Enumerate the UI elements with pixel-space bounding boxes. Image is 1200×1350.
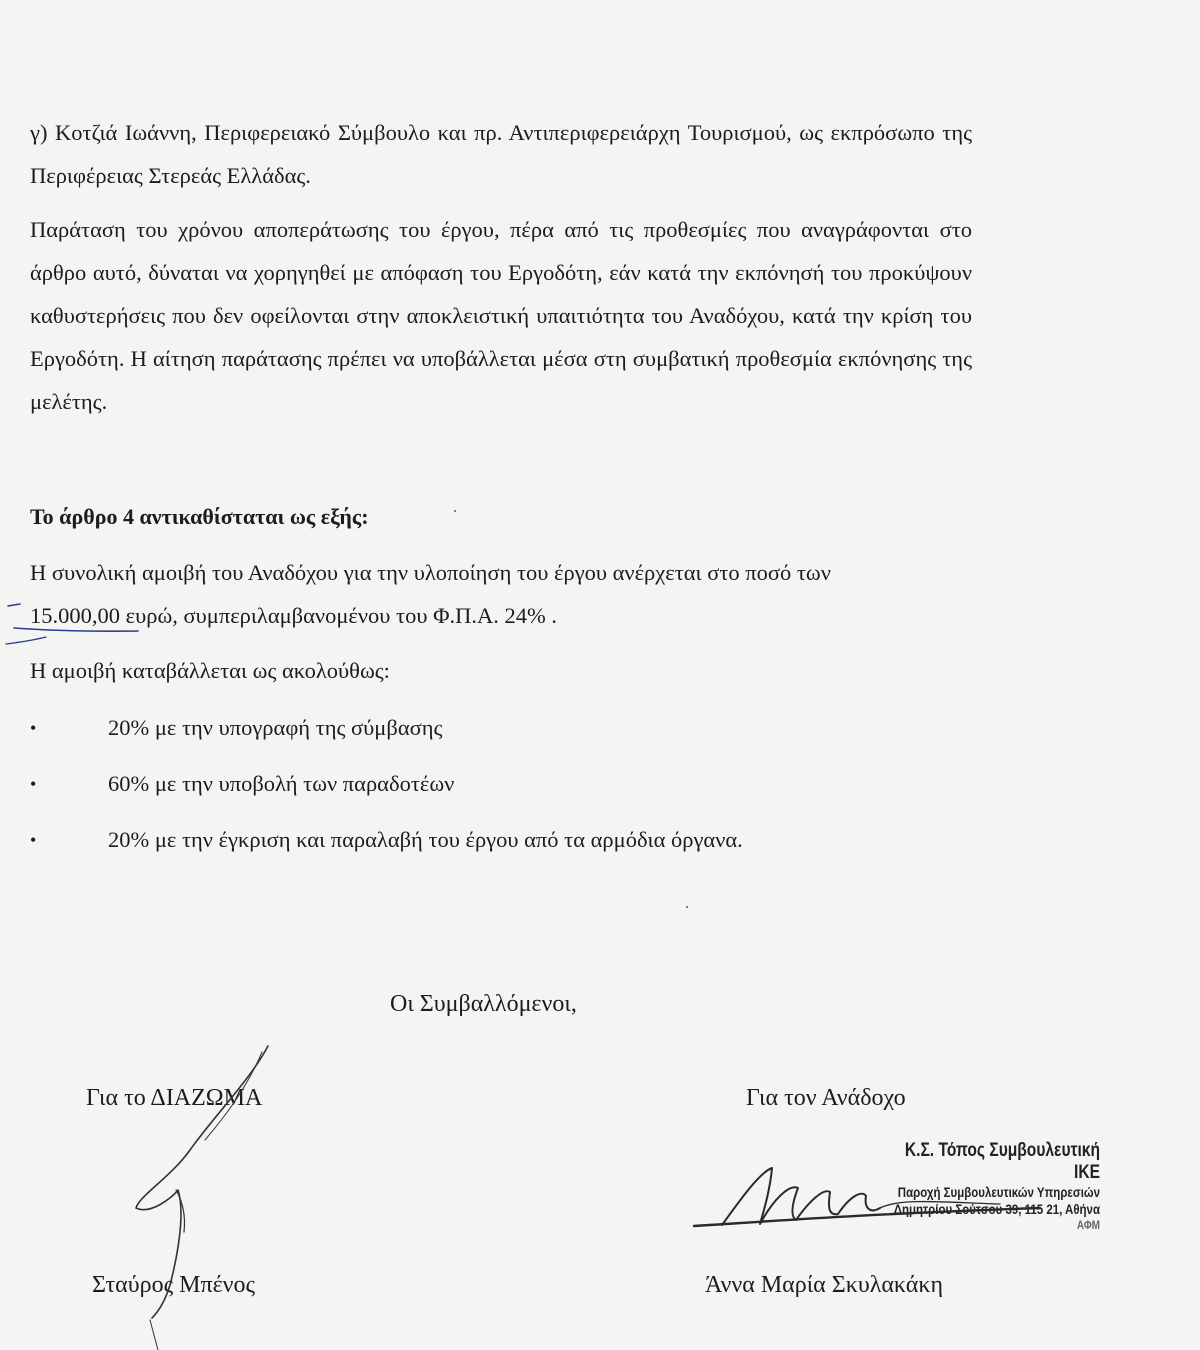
scan-speck — [454, 510, 456, 512]
right-signatory-role: Για τον Ανάδοχο — [746, 1085, 906, 1111]
fee-amount-rest: ευρώ, συμπεριλαμβανομένου του Φ.Π.Α. 24% . — [120, 603, 558, 628]
stamp-address: Δημητρίου Σούτσου 39, 115 21, Αθήνα — [893, 1201, 1100, 1217]
fee-amount-line — [30, 594, 557, 637]
right-signatory-name: Άννα Μαρία Σκυλακάκη — [705, 1272, 944, 1298]
article-4-heading: Το άρθρο 4 αντικαθίσταται ως εξής: — [30, 504, 369, 529]
bullet-icon: • — [30, 830, 37, 850]
paragraph-fee: Η συνολική αμοιβή του Αναδόχου για την υλοποίηση του έργου ανέρχεται στο ποσό των — [30, 560, 831, 585]
scan-speck — [686, 906, 688, 908]
stamp-tax-id: ΑΦΜ — [1076, 1218, 1100, 1232]
pen-underline-mark — [8, 604, 20, 606]
paragraph-representative: γ) Κοτζιά Ιωάννη, Περιφερειακό Σύμβουλο και πρ. Αντιπεριφερειάρχη Τουρισμού, ως εκπρόσωπο της Περιφέρειας Στερεάς Ελλάδας. — [30, 120, 972, 188]
contracting-parties-label: Οι Συμβαλλόμενοι, — [390, 991, 577, 1017]
left-signatory-name: Σταύρος Μπένος — [92, 1272, 256, 1298]
paragraph-extension: Παράταση του χρόνου αποπεράτωσης του έργου, πέρα από τις προθεσμίες που αναγράφονται στο άρθρο αυτό, δύναται να χορηγηθεί με απόφαση του Εργοδότη, εάν κατά την εκπόνησή του προκύψουν καθυστερήσεις που δεν οφείλονται στην αποκλειστική υπαιτιότητα του Αναδόχου, κατά την κρίση του Εργοδότη. Η αίτηση παράτασης πρέπει να υποβάλλεται μέσα στη συμβατική προθεσμία εκπόνησης της μελέτης. — [30, 217, 972, 414]
pen-underline-mark — [6, 637, 46, 644]
payment-item-text: 20% με την έγκριση και παραλαβή του έργου από τα αρμόδια όργανα. — [108, 827, 743, 852]
left-signatory-role: Για το ΔΙΑΖΩΜΑ — [86, 1085, 263, 1111]
fee-amount: 15.000,00 — [30, 603, 120, 628]
payment-intro: Η αμοιβή καταβάλλεται ως ακολούθως: — [30, 658, 390, 683]
bullet-icon: • — [30, 774, 37, 794]
bullet-icon: • — [30, 718, 37, 738]
payment-item-text: 20% με την υπογραφή της σύμβασης — [108, 715, 443, 740]
stamp-company-name: Κ.Σ. Τόπος Συμβουλευτική ΙΚΕ — [904, 1140, 1100, 1183]
company-stamp — [885, 1140, 1100, 1233]
stamp-services: Παροχή Συμβουλευτικών Υπηρεσιών — [897, 1184, 1100, 1200]
payment-item-text: 60% με την υποβολή των παραδοτέων — [108, 771, 455, 796]
